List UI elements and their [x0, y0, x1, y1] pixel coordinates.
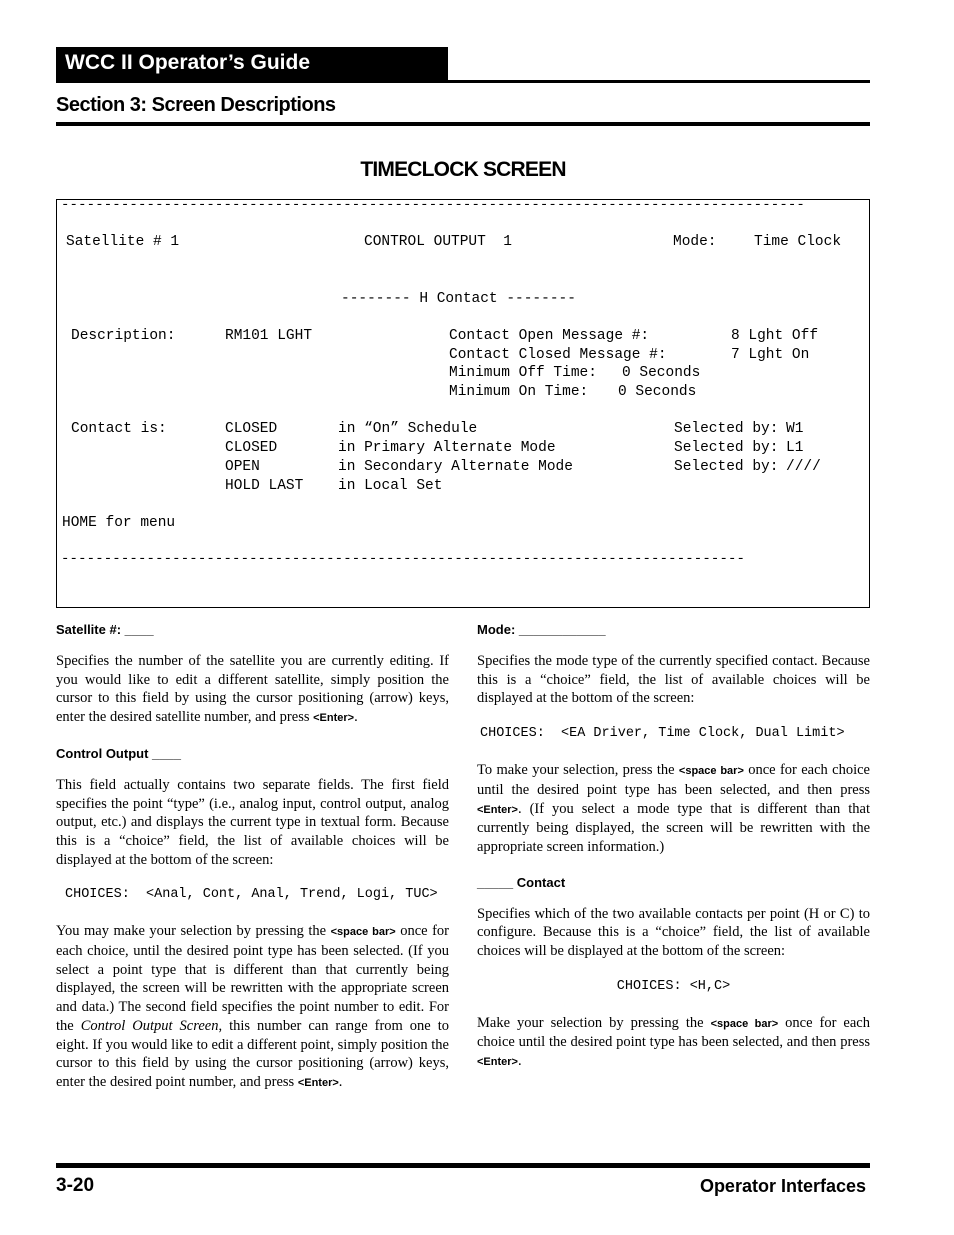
selected-by-label: Selected by:: [674, 459, 779, 475]
open-message-value: 8 Lght Off: [731, 328, 819, 344]
text-fragment: once for each choice until the desired point type has been selected, and then press: [477, 1014, 870, 1051]
mode-selection-text: [477, 761, 870, 857]
left-column: [56, 621, 449, 1110]
min-on-label: Minimum On Time:: [449, 384, 589, 400]
contact-mode: in Primary Alternate Mode: [338, 440, 556, 456]
contact-description: Specifies which of the two available contacts per point (H or C) to configure. Because this is a “choice” field, the list of available choices will be displayed at the bottom of the screen:: [477, 905, 870, 960]
control-output-selection-text: You may make your selection by pressing the <space bar> once for each choice, until the desired point type has been selected. (If you select a point type that is different than that currently being displayed, the screen will be rewritten with the appropriate screen and data.) The second field specifies the point number to edit. For the Control Output Screen, this number can range from one to eight. If you would like to edit a different point, simply position the cursor to this field by using the cursor positioning (arrow) keys, enter the desired point number, and press <Enter>.: [56, 923, 450, 1090]
contact-choices: CHOICES: <H,C>: [616, 978, 731, 994]
header-rule: [56, 80, 870, 83]
contact-state: OPEN: [225, 459, 260, 475]
mode-description: Specifies the mode type of the currently specified contact. Because this is a “choice” field, the list of available choices will be displayed at the bottom of the screen:: [477, 653, 870, 707]
contact-is-label: Contact is:: [71, 421, 167, 437]
closed-message-label: Contact Closed Message #:: [449, 347, 667, 363]
contact-selection-text: Make your selection by pressing the <space bar> once for each choice until the desired point type has been selected, and then press <Enter>.: [477, 1014, 870, 1070]
enter-key-label: <Enter>: [477, 1056, 518, 1069]
contact-heading: _____ Contact: [477, 874, 566, 890]
text-fragment: To make your selection, press the: [477, 762, 679, 779]
description-value: RM101 LGHT: [225, 328, 313, 344]
text-fragment: once for each choice until the desired point type has been selected, and then press: [477, 762, 870, 798]
text-fragment: Make your selection by pressing the: [477, 1014, 711, 1031]
control-output-heading: Control Output ____: [56, 745, 181, 761]
contact-header: -------- H Contact --------: [341, 291, 576, 307]
text-fragment: , this number can range from one to eight. If you would like to edit a different point, simply position the cursor to this field by using the cursor positioning (arrow) keys, enter the desired point number, and press: [56, 1017, 450, 1090]
home-hint: HOME for menu: [62, 515, 176, 531]
control-output-label: CONTROL OUTPUT 1: [364, 234, 512, 250]
closed-message-value: 7 Lght On: [731, 347, 810, 363]
screen-title: TIMECLOCK SCREEN: [360, 158, 566, 181]
selected-by-label: Selected by:: [674, 421, 779, 437]
selected-by-value: L1: [786, 440, 804, 456]
mode-label: Mode:: [673, 234, 717, 250]
contact-state: HOLD LAST: [225, 478, 304, 494]
space-bar-key-label: <space bar>: [678, 765, 744, 778]
section-rule: [56, 122, 870, 126]
contact-state: CLOSED: [225, 421, 278, 437]
right-column: [477, 621, 870, 1089]
satellite-description: Specifies the number of the satellite you are currently editing. If you would like to edit a different satellite, simply position the cursor to this field by using the cursor positioning (arrow) keys, enter the desired satellite number, and press <Enter>.: [56, 653, 449, 726]
text-fragment: You may make your selection by pressing the: [56, 923, 331, 940]
enter-key-label: <Enter>: [297, 1076, 339, 1089]
contact-state: CLOSED: [225, 440, 278, 456]
satellite-heading: Satellite #: ____: [56, 622, 154, 637]
selected-by-label: Selected by:: [674, 440, 779, 456]
mode-heading: Mode: ____________: [477, 622, 606, 637]
contact-mode: in Local Set: [338, 478, 443, 494]
text-fragment: once for each choice, until the desired point type has been selected. (If you select a point type that is different than that currently being displayed, the screen will be rewritten with the appropriate screen and data.) The second field specifies the point number to edit. For the: [56, 923, 449, 1034]
footer-rule: [56, 1163, 870, 1168]
mode-choices: CHOICES: <EA Driver, Time Clock, Dual Limit>: [480, 726, 845, 742]
min-on-value: 0 Seconds: [618, 384, 697, 400]
open-message-label: Contact Open Message #:: [449, 328, 650, 344]
selected-by-value: W1: [786, 421, 804, 437]
satellite-label: Satellite # 1: [66, 234, 180, 250]
control-output-description: This field actually contains two separate fields. The first field specifies the point “type” (i.e., analog input, control output, analog output, etc.) and displays the current type in textual form. Because this is a “choice” field, the list of available choices will be displayed at the bottom of the screen:: [56, 776, 449, 868]
chapter-name: Operator Interfaces: [699, 1176, 866, 1196]
page-number: 3-20: [56, 1175, 95, 1196]
mode-value: Time Clock: [754, 234, 842, 250]
contact-mode: in Secondary Alternate Mode: [338, 459, 573, 475]
contact-mode: in “On” Schedule: [338, 421, 478, 437]
min-off-value: 0 Seconds: [622, 365, 701, 381]
enter-key-label: <Enter>: [477, 803, 518, 816]
space-bar-key-label: <space bar>: [330, 926, 396, 939]
control-output-screen-reference: Control Output Screen: [80, 1017, 219, 1034]
min-off-label: Minimum Off Time:: [449, 365, 597, 381]
guide-title: WCC II Operator’s Guide: [65, 51, 311, 74]
dash-line-top: ---------------------------------------------------------------------------------------: [61, 197, 805, 213]
description-label: Description:: [71, 328, 176, 344]
space-bar-key-label: <space bar>: [710, 1017, 779, 1030]
terminal-screen: [56, 199, 870, 608]
section-title: Section 3: Screen Descriptions: [56, 94, 336, 116]
satellite-text: Specifies the number of the satellite you are currently editing. If you would like to edit a different satellite, simply position the cursor to this field by using the cursor positioning (arrow) keys, enter the desired satellite number, and press: [56, 653, 449, 726]
control-output-choices: CHOICES: <Anal, Cont, Anal, Trend, Logi, TUC>: [65, 887, 438, 903]
guide-title-bar: [56, 47, 448, 81]
dash-line-bottom: --------------------------------------------------------------------------------: [61, 551, 746, 567]
selected-by-value: ////: [786, 459, 821, 475]
enter-key-label: <Enter>: [313, 712, 355, 725]
text-fragment: . (If you select a mode type that is different than that currently being displayed, the screen will be rewritten with the appropriate screen information.): [477, 800, 870, 855]
